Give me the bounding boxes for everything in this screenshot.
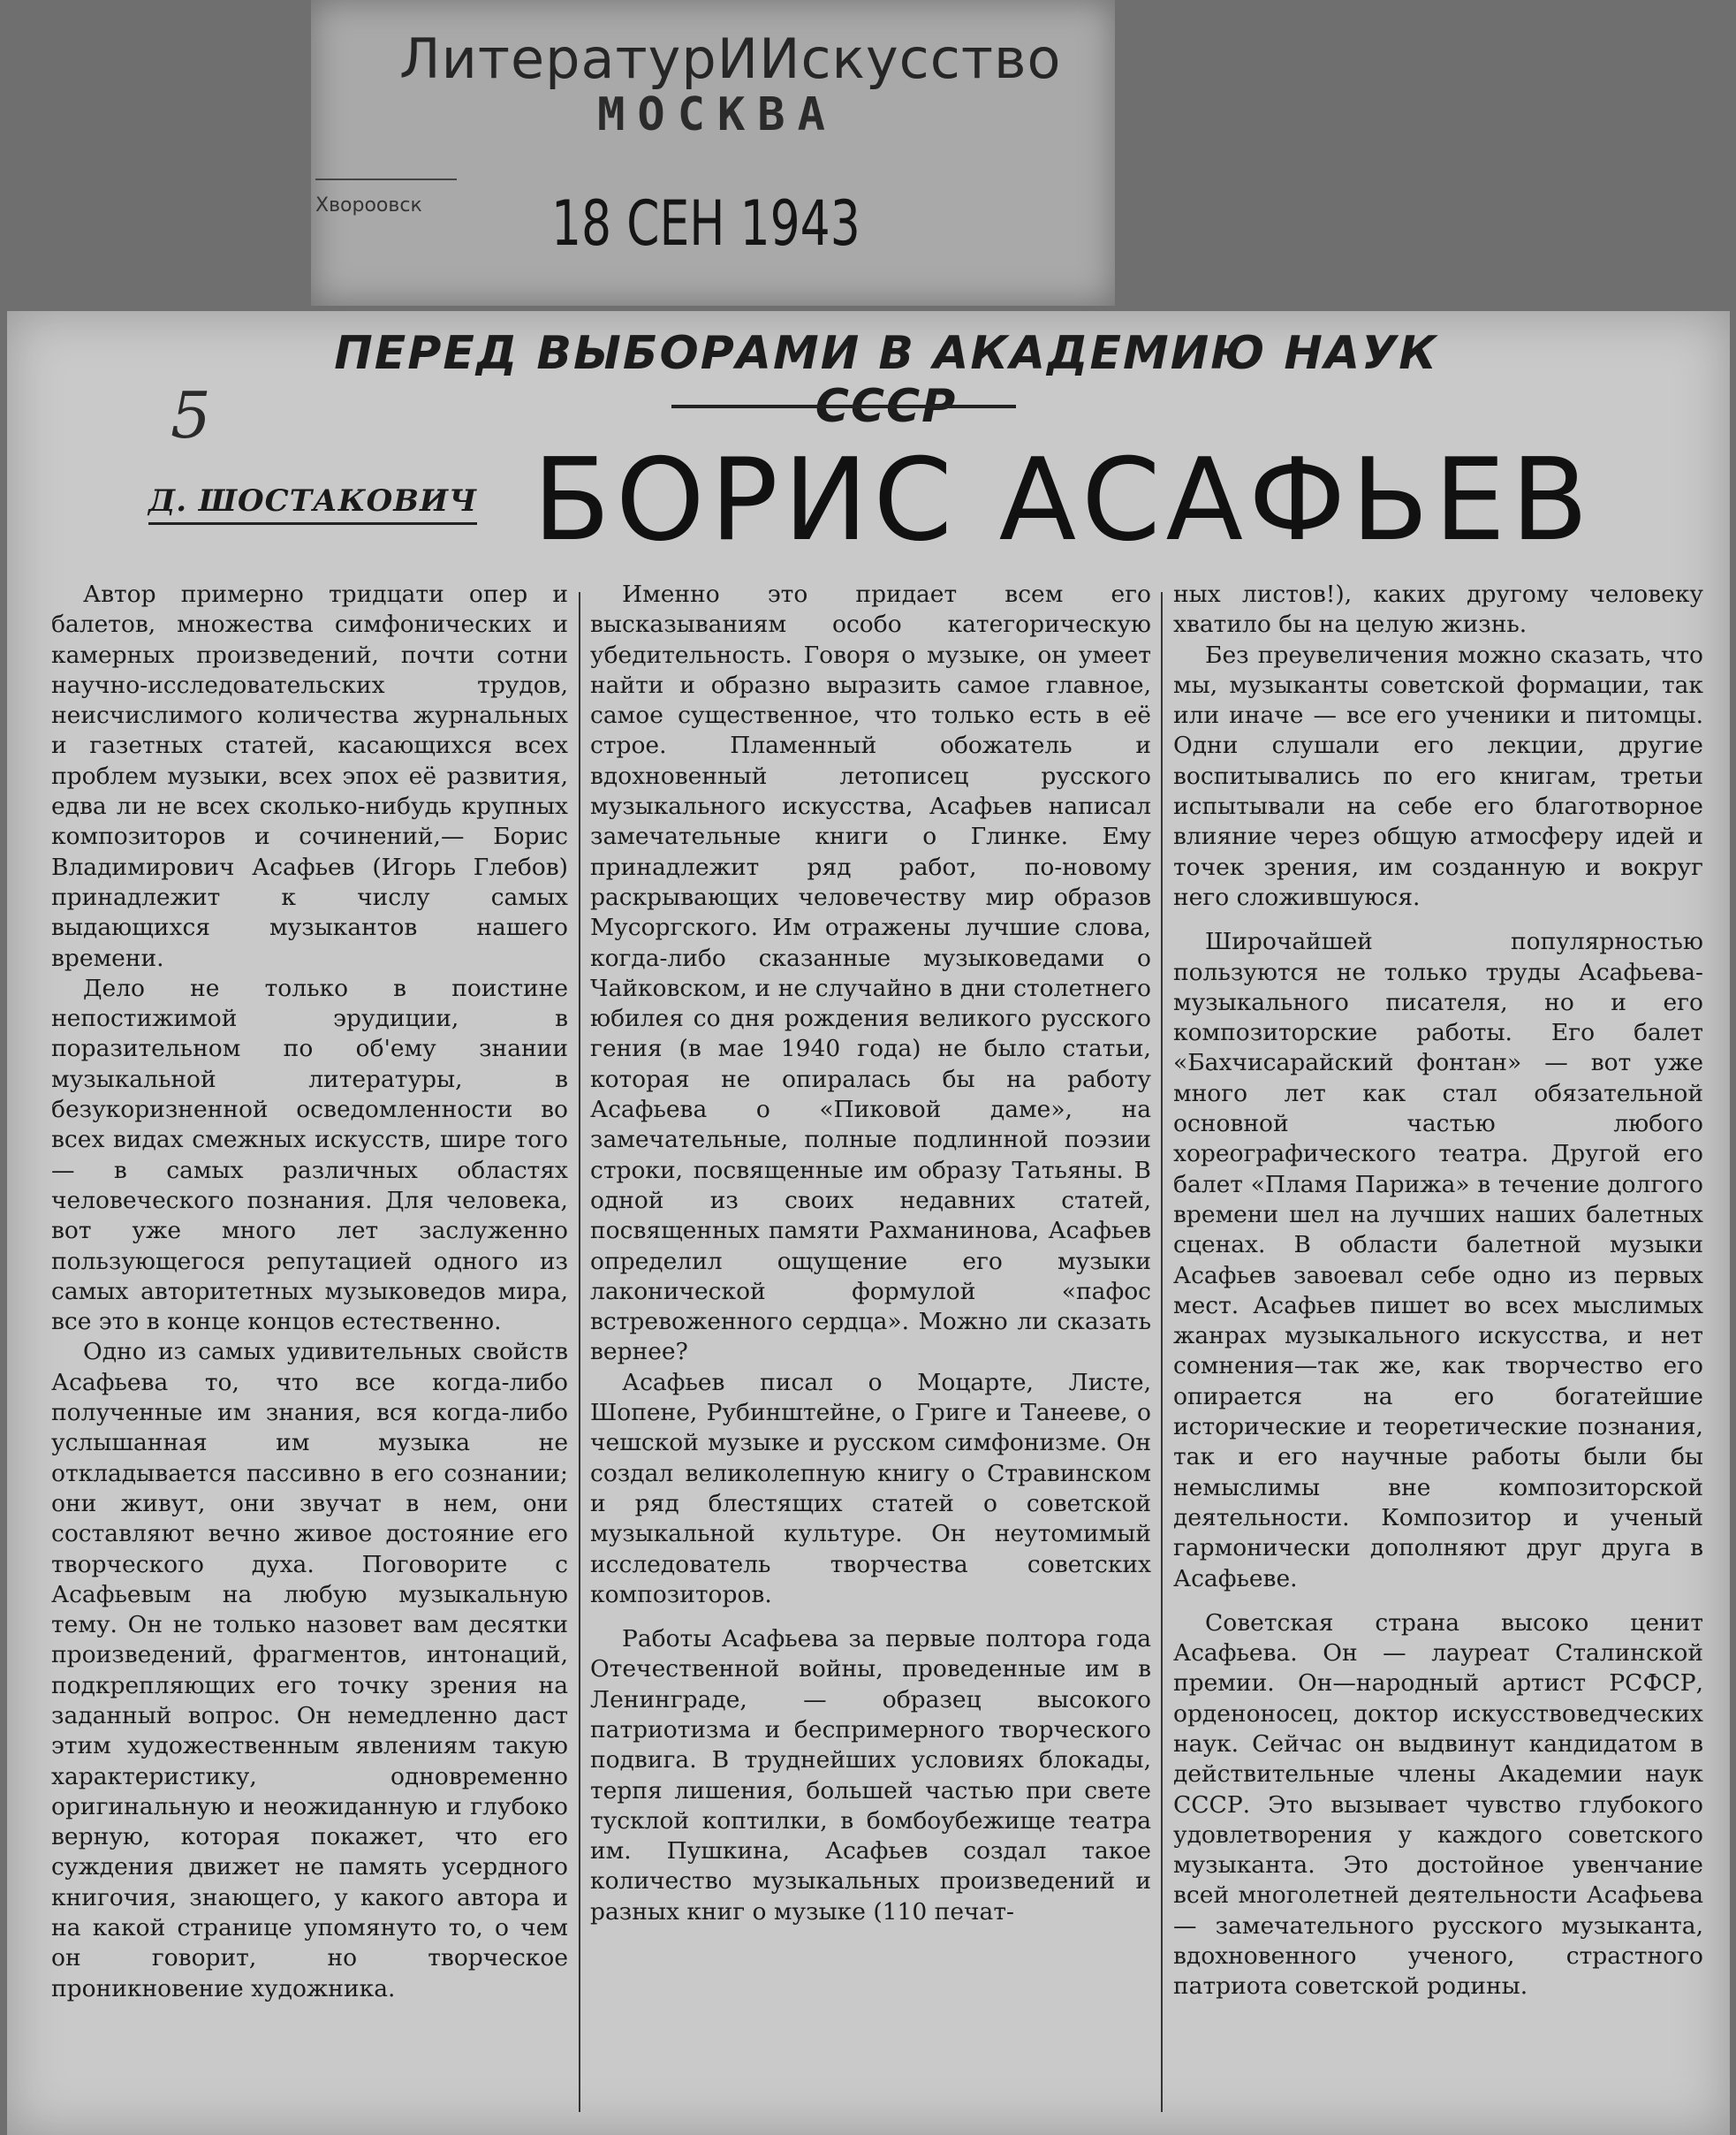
paragraph: Автор примерно тридцати опер и балетов, множества симфонических и камерных произведений, почти сотни научно-исследовательских трудов, неисчислимого количества журнальных и газетных статей, касающихся всех проблем музыки, всех эпох её развития, едва ли не всех сколько-нибудь крупных композиторов и сочинений,— Борис Владимирович Асафьев (Игорь Глебов) принадлежит к числу самых выдающихся музыкантов нашего времени. <box>51 581 568 972</box>
stamp-newspaper-title: ЛитературИИскусство <box>399 27 1062 91</box>
article-column-3 <box>1173 580 1703 2117</box>
article-column-1 <box>51 580 568 2117</box>
newspaper-clipping <box>7 311 1730 2135</box>
paragraph: Советская страна высоко ценит Асафьева. Он — лауреат Сталинской премии. Он—народный артист РСФСР, орденоносец, доктор искусствоведческих наук. Сейчас он выдвинут кандидатом в действительные члены Академии наук СССР. Это вызывает чувство глубокого удовлетворения у каждого советского музыканта. Это достойное увенчание всей многолетней деятельности Асафьева — замечательного русского музыканта, вдохновенного ученого, страстного патриота советской родины. <box>1173 1608 1703 2001</box>
paragraph: Именно это придает всем его высказываниям особо категорическую убедительность. Говоря о музыке, он умеет найти и образно выразить самое главное, самое существенное, что только есть в её строе. Пламенный обожатель и вдохновенный летописец русского музыкального искусства, Асафьев написал замечательные книги о Глинке. Ему принадлежит ряд работ, по-новому раскрывающих человечеству мир образов Мусоргского. Им отражены лучшие слова, когда-либо сказанные музыковедами о Чайковском, и не случайно в дни столетнего юбилея со дня рождения великого русского гения (в мае 1940 года) не было статьи, которая не опиралась бы на работу Асафьева о «Пиковой даме», на замечательные, полные подлинной поэзии строки, посвященные им образу Татьяны. В одной из своих недавних статей, посвященных памяти Рахманинова, Асафьев определил ощущение его музыки лаконической формулой «пафос встревоженного сердца». Можно ли сказать вернее? <box>590 581 1151 1366</box>
paragraph: Работы Асафьева за первые полтора года Отечественной войны, проведенные им в Ленинграде, — образец высокого патриотизма и беспримерного творческого подвига. В труднейших условиях блокады, терпя лишения, большей частью при свете тусклой коптилки, в бомбоубежище театра им. Пушкина, Асафьев создал такое количество музыкальных произведений и разных книг о музыке (110 печат- <box>590 1625 1151 1926</box>
article-headline: БОРИС АСАФЬЕВ <box>533 435 1594 566</box>
paragraph: Широчайшей популярностью пользуются не только труды Асафьева-музыкального писателя, но и его композиторские работы. Его балет «Бахчисарайский фонтан» — вот уже много лет как стал обязательной основной частью любого хореографического театра. Другой его балет «Пламя Парижа» в течение долгого времени шел на лучших наших балетных сценах. В области балетной музыки Асафьев завоевал себе одно из первых мест. Асафьев пишет во всех мыслимых жанрах музыкального искусства, и нет сомнения—так же, как творчество его опирается на его богатейшие исторические и теоретические познания, так и его научные работы были бы немыслимы вне композиторской деятельности. Композитор и ученый гармонически дополняют друг друга в Асафьеве. <box>1173 928 1703 1592</box>
stamp-small-text: Хвороовск <box>315 194 422 217</box>
stamp-date: 18 СЕН 1943 <box>551 187 860 260</box>
paragraph: Дело не только в поистине непостижимой эрудиции, в поразительном по об'ему знании музыкальной литературы, в безукоризненной осведомленности во всех видах смежных искусств, шире того — в самых различных областях человеческого познания. Для человека, вот уже много лет заслуженно пользующегося репутацией одного из самых авторитетных музыковедов мира, все это в конце концов естественно. <box>51 974 568 1336</box>
paragraph: Асафьев писал о Моцарте, Листе, Шопене, Рубинштейне, о Григе и Танееве, о чешской музыке и русском симфонизме. Он создал великолепную книгу о Стравинском и ряд блестящих статей о советской музыкальной культуре. Он неутомимый исследователь творчества советских композиторов. <box>590 1368 1151 1608</box>
article-column-2 <box>590 580 1151 2117</box>
column-divider <box>1161 592 1163 2112</box>
section-rubric: ПЕРЕД ВЫБОРАМИ В АКАДЕМИЮ НАУК СССР <box>334 327 1438 433</box>
handwritten-number: 5 <box>171 378 211 452</box>
stamp-city: МОСКВА <box>597 88 838 141</box>
article-author: Д. ШОСТАКОВИЧ <box>148 483 477 525</box>
paragraph: Без преувеличения можно сказать, что мы, музыканты советской формации, так или иначе — все его ученики и питомцы. Одни слушали его лекции, другие воспитывались по его книгам, третьи испытывали на себе его благотворное влияние через общую атмосферу идей и точек зрения, им созданную и вокруг него сложившуюся. <box>1173 641 1703 911</box>
paragraph: ных листов!), каких другому человеку хватило бы на целую жизнь. <box>1173 581 1703 639</box>
stamp-divider <box>315 179 457 180</box>
library-stamp <box>311 0 1115 306</box>
paragraph: Одно из самых удивительных свойств Асафьева то, что все когда-либо полученные им знания, вся когда-либо услышанная им музыка не откладывается пассивно в его сознании; они живут, они звучат в нем, они составляют вечно живое достояние его творческого духа. Поговорите с Асафьевым на любую музыкальную тему. Он не только назовет вам десятки произведений, фрагментов, интонаций, подкрепляющих его точку зрения на заданный вопрос. Он немедленно даст этим художественным явлениям такую характеристику, одновременно оригинальную и неожиданную и глубоко верную, которая покажет, что его суждения движет не память усердного книгочия, знающего, у какого автора и на какой странице упомянуто то, о чем он говорит, но творческое проникновение художника. <box>51 1338 568 2002</box>
rubric-divider <box>671 405 1016 408</box>
column-divider <box>579 592 580 2112</box>
